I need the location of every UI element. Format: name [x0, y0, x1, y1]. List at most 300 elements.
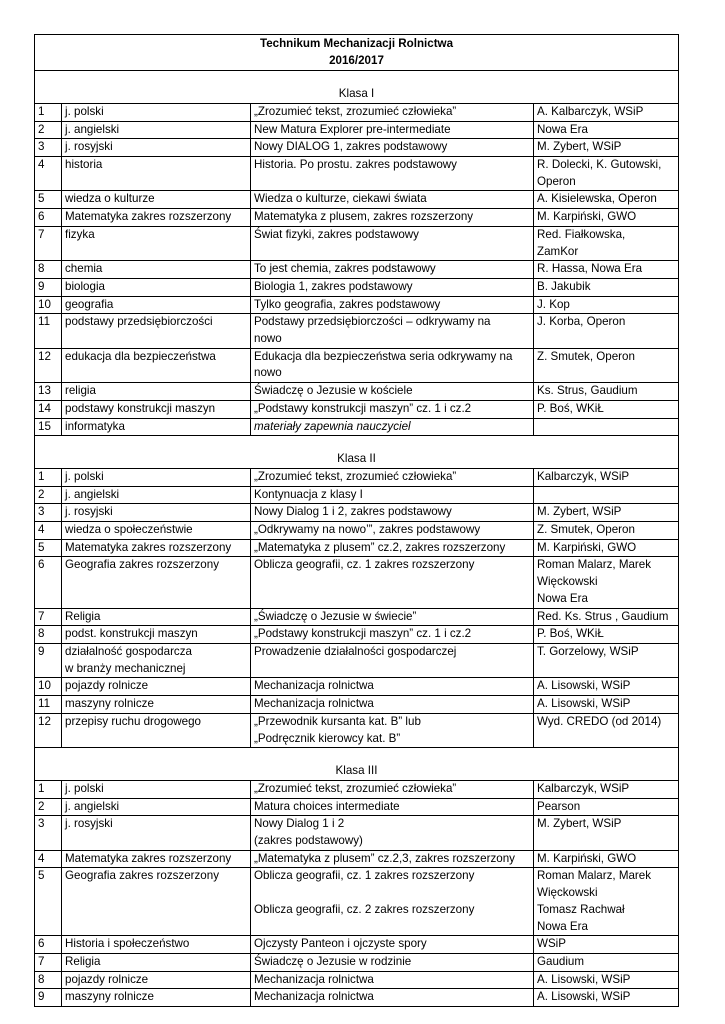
publisher-line: M. Zybert, WSiP — [537, 817, 622, 831]
author-publisher-cell — [534, 557, 679, 608]
publisher-line: A. Lisowski, WSiP — [537, 697, 631, 711]
title-line: Mechanizacja rolnictwa — [254, 990, 374, 1004]
row-number: 4 — [35, 522, 62, 540]
publisher-line: A. Lisowski, WSiP — [537, 990, 631, 1004]
author-publisher-cell — [534, 121, 679, 139]
publisher-line — [537, 419, 675, 436]
row-number: 8 — [35, 626, 62, 644]
author-publisher-cell — [534, 103, 679, 121]
title-line: Matura choices intermediate — [254, 799, 400, 813]
title-line: Podstawy przedsiębiorczości – odkrywamy na — [254, 315, 491, 329]
row-number: 3 — [35, 504, 62, 522]
textbook-title-cell — [251, 696, 534, 714]
row-number: 5 — [35, 868, 62, 936]
table-row — [35, 780, 679, 798]
subject-cell — [62, 121, 251, 139]
textbook-title-cell — [251, 383, 534, 401]
author-publisher-cell — [534, 139, 679, 157]
subject-cell — [62, 504, 251, 522]
row-number: 3 — [35, 139, 62, 157]
textbook-title-cell — [251, 539, 534, 557]
author-publisher-cell — [534, 191, 679, 209]
section-header-row — [35, 748, 679, 781]
subject-line: j. angielski — [65, 487, 120, 501]
school-name: Technikum Mechanizacji Rolnictwa — [259, 37, 454, 50]
row-number: 10 — [35, 678, 62, 696]
subject-cell — [62, 989, 251, 1007]
row-number: 12 — [35, 348, 62, 382]
title-line: Biologia 1, zakres podstawowy — [254, 279, 413, 293]
subject-line: biologia — [65, 279, 105, 293]
row-number: 7 — [35, 608, 62, 626]
title-line: Oblicza geografii, cz. 1 zakres rozszerzony — [254, 869, 475, 883]
author-publisher-cell — [534, 713, 679, 747]
row-number: 4 — [35, 157, 62, 191]
document-title — [35, 35, 679, 71]
title-line: To jest chemia, zakres podstawowy — [254, 262, 436, 276]
subject-line: j. angielski — [65, 122, 120, 136]
title-line: Nowy DIALOG 1, zakres podstawowy — [254, 140, 448, 154]
textbook-title-cell — [251, 953, 534, 971]
publisher-line: P. Boś, WKiŁ — [537, 627, 604, 641]
author-publisher-cell — [534, 383, 679, 401]
publisher-line: Nowa Era — [537, 591, 588, 605]
author-publisher-cell — [534, 348, 679, 382]
publisher-line: M. Zybert, WSiP — [537, 505, 622, 519]
subject-line: działalność gospodarcza — [65, 644, 192, 658]
title-line: „Podstawy konstrukcji maszyn” cz. 1 i cz.2 — [254, 627, 472, 641]
section-header-row — [35, 436, 679, 469]
table-row — [35, 850, 679, 868]
subject-line: j. polski — [65, 104, 104, 118]
publisher-line: Gaudium — [537, 954, 585, 968]
title-line: New Matura Explorer pre-intermediate — [254, 122, 451, 136]
row-number: 5 — [35, 539, 62, 557]
header-row — [35, 35, 679, 71]
textbook-title-cell — [251, 936, 534, 954]
author-publisher-cell — [534, 296, 679, 314]
table-row — [35, 626, 679, 644]
textbook-title-cell — [251, 191, 534, 209]
title-line: Świadczę o Jezusie w kościele — [254, 384, 413, 398]
author-publisher-cell — [534, 816, 679, 850]
textbook-title-cell — [251, 643, 534, 677]
row-number: 9 — [35, 278, 62, 296]
table-row — [35, 798, 679, 816]
subject-cell — [62, 816, 251, 850]
publisher-line: M. Karpiński, GWO — [537, 210, 637, 224]
textbook-title-cell — [251, 486, 534, 504]
row-number: 11 — [35, 696, 62, 714]
textbook-title-cell — [251, 971, 534, 989]
title-line: Świat fizyki, zakres podstawowy — [254, 227, 419, 241]
author-publisher-cell — [534, 798, 679, 816]
author-publisher-cell — [534, 314, 679, 348]
table-row — [35, 348, 679, 382]
publisher-line: A. Lisowski, WSiP — [537, 679, 631, 693]
publisher-line: J. Kop — [537, 297, 570, 311]
subject-cell — [62, 157, 251, 191]
row-number: 5 — [35, 191, 62, 209]
title-line: Świadczę o Jezusie w rodzinie — [254, 954, 412, 968]
title-line: Prowadzenie działalności gospodarczej — [254, 644, 457, 658]
publisher-line: M. Karpiński, GWO — [537, 540, 637, 554]
table-row — [35, 504, 679, 522]
author-publisher-cell — [534, 261, 679, 279]
author-publisher-cell — [534, 504, 679, 522]
table-row — [35, 261, 679, 279]
author-publisher-cell — [534, 971, 679, 989]
row-number: 13 — [35, 383, 62, 401]
subject-cell — [62, 486, 251, 504]
publisher-line: Więckowski — [537, 575, 598, 589]
row-number: 7 — [35, 953, 62, 971]
textbook-title-cell — [251, 504, 534, 522]
table-row — [35, 696, 679, 714]
subject-line: Matematyka zakres rozszerzony — [65, 210, 232, 224]
subject-cell — [62, 522, 251, 540]
subject-cell — [62, 798, 251, 816]
title-line: Mechanizacja rolnictwa — [254, 972, 374, 986]
row-number: 8 — [35, 971, 62, 989]
textbook-title-cell — [251, 678, 534, 696]
title-line: „Matematyka z plusem” cz.2, zakres rozszerzony — [254, 540, 506, 554]
table-row — [35, 557, 679, 608]
author-publisher-cell — [534, 468, 679, 486]
textbook-table — [34, 34, 679, 1007]
subject-line: wiedza o kulturze — [65, 192, 155, 206]
textbook-title-cell — [251, 278, 534, 296]
section-title-cell — [35, 71, 679, 104]
author-publisher-cell — [534, 278, 679, 296]
row-number: 14 — [35, 400, 62, 418]
textbook-title-cell — [251, 798, 534, 816]
table-row — [35, 226, 679, 260]
title-line: „Odkrywamy na nowo’”, zakres podstawowy — [254, 523, 481, 537]
publisher-line: P. Boś, WKiŁ — [537, 401, 604, 415]
subject-cell — [62, 626, 251, 644]
publisher-line: T. Gorzelowy, WSiP — [537, 644, 639, 658]
section-title: Klasa I — [338, 87, 375, 101]
subject-line: j. rosyjski — [65, 140, 113, 154]
author-publisher-cell — [534, 226, 679, 260]
table-row — [35, 400, 679, 418]
textbook-title-cell — [251, 418, 534, 436]
subject-cell — [62, 296, 251, 314]
subject-cell — [62, 713, 251, 747]
table-row — [35, 678, 679, 696]
title-line: Mechanizacja rolnictwa — [254, 697, 374, 711]
subject-line: Geografia zakres rozszerzony — [65, 558, 220, 572]
table-row — [35, 468, 679, 486]
title-line: Oblicza geografii, cz. 2 zakres rozszerzony — [254, 902, 475, 916]
author-publisher-cell — [534, 539, 679, 557]
textbook-title-cell — [251, 608, 534, 626]
row-number: 8 — [35, 261, 62, 279]
title-line: Nowy Dialog 1 i 2, zakres podstawowy — [254, 505, 452, 519]
title-line: Wiedza o kulturze, ciekawi świata — [254, 192, 427, 206]
table-row — [35, 296, 679, 314]
publisher-line: Roman Malarz, Marek — [537, 869, 652, 883]
subject-line: podst. konstrukcji maszyn — [65, 627, 198, 641]
table-row — [35, 278, 679, 296]
table-row — [35, 643, 679, 677]
publisher-line: A. Lisowski, WSiP — [537, 972, 631, 986]
section-spacer — [38, 71, 675, 86]
subject-line: maszyny rolnicze — [65, 990, 154, 1004]
title-line: Oblicza geografii, cz. 1 zakres rozszerzony — [254, 558, 475, 572]
author-publisher-cell — [534, 643, 679, 677]
author-publisher-cell — [534, 953, 679, 971]
publisher-line: R. Dolecki, K. Gutowski, — [537, 158, 662, 171]
section-title-cell — [35, 436, 679, 469]
textbook-title-cell — [251, 780, 534, 798]
title-line: „Zrozumieć tekst, zrozumieć człowieka” — [254, 104, 457, 118]
title-line: Matematyka z plusem, zakres rozszerzony — [254, 210, 474, 224]
section-title-cell — [35, 748, 679, 781]
subject-cell — [62, 348, 251, 382]
subject-line: Matematyka zakres rozszerzony — [65, 851, 232, 865]
row-number: 10 — [35, 296, 62, 314]
author-publisher-cell — [534, 626, 679, 644]
textbook-title-cell — [251, 296, 534, 314]
title-line: (zakres podstawowy) — [254, 834, 363, 848]
row-number: 6 — [35, 936, 62, 954]
subject-cell — [62, 780, 251, 798]
publisher-line: WSiP — [537, 937, 566, 951]
subject-cell — [62, 418, 251, 436]
title-line: „Przewodnik kursanta kat. B” lub — [254, 714, 421, 728]
table-row — [35, 936, 679, 954]
textbook-title-cell — [251, 850, 534, 868]
publisher-line: Tomasz Rachwał — [537, 902, 625, 916]
row-number: 1 — [35, 103, 62, 121]
textbook-list-document — [34, 34, 678, 1007]
subject-cell — [62, 936, 251, 954]
title-line: „Zrozumieć tekst, zrozumieć człowieka” — [254, 469, 457, 483]
table-row — [35, 383, 679, 401]
author-publisher-cell — [534, 936, 679, 954]
publisher-line — [537, 487, 675, 504]
table-row — [35, 816, 679, 850]
row-number: 9 — [35, 989, 62, 1007]
row-number: 6 — [35, 209, 62, 227]
table-row — [35, 121, 679, 139]
subject-cell — [62, 261, 251, 279]
title-line: Kontynuacja z klasy I — [254, 487, 363, 501]
subject-cell — [62, 103, 251, 121]
textbook-title-cell — [251, 209, 534, 227]
row-number: 3 — [35, 816, 62, 850]
row-number: 7 — [35, 226, 62, 260]
row-number: 6 — [35, 557, 62, 608]
subject-cell — [62, 678, 251, 696]
author-publisher-cell — [534, 418, 679, 436]
table-row — [35, 713, 679, 747]
publisher-line: Red. Fiałkowska, — [537, 227, 626, 241]
row-number: 15 — [35, 418, 62, 436]
subject-line: informatyka — [65, 419, 125, 433]
author-publisher-cell — [534, 780, 679, 798]
subject-line: chemia — [65, 262, 103, 276]
textbook-title-cell — [251, 989, 534, 1007]
author-publisher-cell — [534, 696, 679, 714]
author-publisher-cell — [534, 989, 679, 1007]
row-number: 9 — [35, 643, 62, 677]
textbook-title-cell — [251, 816, 534, 850]
table-row — [35, 157, 679, 191]
title-line: nowo — [254, 366, 282, 380]
school-year: 2016/2017 — [329, 53, 384, 67]
publisher-line: A. Kisielewska, Operon — [537, 192, 657, 206]
row-number: 12 — [35, 713, 62, 747]
table-row — [35, 522, 679, 540]
author-publisher-cell — [534, 678, 679, 696]
textbook-title-cell — [251, 468, 534, 486]
row-number: 11 — [35, 314, 62, 348]
title-line — [254, 419, 530, 436]
author-publisher-cell — [534, 157, 679, 191]
subject-line: Geografia zakres rozszerzony — [65, 869, 220, 883]
row-number: 2 — [35, 486, 62, 504]
row-number: 1 — [35, 780, 62, 798]
section-title: Klasa II — [337, 452, 376, 466]
table-row — [35, 971, 679, 989]
author-publisher-cell — [534, 522, 679, 540]
subject-cell — [62, 539, 251, 557]
title-line: Historia. Po prostu. zakres podstawowy — [254, 158, 457, 171]
section-title: Klasa III — [335, 764, 378, 778]
textbook-title-cell — [251, 121, 534, 139]
textbook-title-cell — [251, 348, 534, 382]
title-line: „Podręcznik kierowcy kat. B” — [254, 731, 401, 745]
author-publisher-cell — [534, 486, 679, 504]
subject-line: Religia — [65, 954, 101, 968]
publisher-line: Kalbarczyk, WSiP — [537, 781, 630, 795]
publisher-line: B. Jakubik — [537, 279, 591, 293]
subject-line: podstawy przedsiębiorczości — [65, 315, 213, 329]
subject-line: w branży mechanicznej — [65, 661, 186, 675]
publisher-line: A. Kalbarczyk, WSiP — [537, 104, 644, 118]
textbook-title-cell — [251, 314, 534, 348]
publisher-line: M. Zybert, WSiP — [537, 140, 622, 154]
textbook-title-cell — [251, 261, 534, 279]
textbook-title-cell — [251, 713, 534, 747]
subject-line: Religia — [65, 609, 101, 623]
subject-line: religia — [65, 384, 96, 398]
table-row — [35, 539, 679, 557]
table-row — [35, 191, 679, 209]
subject-line: Matematyka zakres rozszerzony — [65, 540, 232, 554]
subject-line: j. angielski — [65, 799, 120, 813]
subject-line: fizyka — [65, 227, 95, 241]
publisher-line: M. Karpiński, GWO — [537, 851, 637, 865]
subject-line: pojazdy rolnicze — [65, 679, 149, 693]
author-publisher-cell — [534, 400, 679, 418]
subject-cell — [62, 850, 251, 868]
subject-line: j. rosyjski — [65, 505, 113, 519]
author-publisher-cell — [534, 868, 679, 936]
title-line: Tylko geografia, zakres podstawowy — [254, 297, 441, 311]
subject-cell — [62, 557, 251, 608]
publisher-line: Pearson — [537, 799, 581, 813]
title-line: Ojczysty Panteon i ojczyste spory — [254, 937, 427, 951]
table-row — [35, 486, 679, 504]
section-header-row — [35, 71, 679, 104]
publisher-line: Z. Smutek, Operon — [537, 523, 635, 537]
subject-line: podstawy konstrukcji maszyn — [65, 401, 216, 415]
textbook-title-cell — [251, 522, 534, 540]
title-line — [254, 885, 530, 902]
subject-line: historia — [65, 158, 103, 171]
row-number: 4 — [35, 850, 62, 868]
title-line: „Podstawy konstrukcji maszyn” cz. 1 i cz.2 — [254, 401, 472, 415]
table-row — [35, 418, 679, 436]
publisher-line: Operon — [537, 174, 576, 188]
textbook-title-cell — [251, 139, 534, 157]
subject-cell — [62, 139, 251, 157]
subject-cell — [62, 953, 251, 971]
subject-line: j. rosyjski — [65, 817, 113, 831]
publisher-line: ZamKor — [537, 244, 579, 258]
subject-line: j. polski — [65, 469, 104, 483]
publisher-line: Więckowski — [537, 886, 598, 900]
table-row — [35, 314, 679, 348]
subject-cell — [62, 643, 251, 677]
row-number: 2 — [35, 121, 62, 139]
textbook-title-cell — [251, 103, 534, 121]
textbook-title-cell — [251, 868, 534, 936]
textbook-title-cell — [251, 557, 534, 608]
publisher-line: Nowa Era — [537, 122, 588, 136]
publisher-line: Z. Smutek, Operon — [537, 349, 635, 363]
subject-line: Historia i społeczeństwo — [65, 937, 190, 951]
table-row — [35, 989, 679, 1007]
author-publisher-cell — [534, 850, 679, 868]
section-spacer — [38, 748, 675, 763]
textbook-title-cell — [251, 226, 534, 260]
publisher-line: Red. Ks. Strus , Gaudium — [537, 609, 669, 623]
section-spacer — [38, 436, 675, 451]
title-line: Mechanizacja rolnictwa — [254, 679, 374, 693]
subject-cell — [62, 696, 251, 714]
title-line: nowo — [254, 332, 282, 346]
title-line: „Zrozumieć tekst, zrozumieć człowieka” — [254, 781, 457, 795]
publisher-line: Kalbarczyk, WSiP — [537, 469, 630, 483]
subject-cell — [62, 608, 251, 626]
subject-line: wiedza o społeczeństwie — [65, 523, 193, 537]
subject-cell — [62, 383, 251, 401]
subject-cell — [62, 191, 251, 209]
subject-line: maszyny rolnicze — [65, 697, 154, 711]
subject-line: pojazdy rolnicze — [65, 972, 149, 986]
subject-cell — [62, 868, 251, 936]
table-row — [35, 139, 679, 157]
italic-note: materiały zapewnia nauczyciel — [254, 419, 411, 433]
subject-line: przepisy ruchu drogowego — [65, 714, 201, 728]
table-row — [35, 953, 679, 971]
title-line: „Świadczę o Jezusie w świecie” — [254, 609, 417, 623]
publisher-line: Wyd. CREDO (od 2014) — [537, 714, 662, 728]
title-line: „Matematyka z plusem” cz.2,3, zakres rozszerzony — [254, 851, 515, 865]
publisher-line: Nowa Era — [537, 919, 588, 933]
subject-cell — [62, 400, 251, 418]
title-line: Nowy Dialog 1 i 2 — [254, 817, 345, 831]
subject-cell — [62, 209, 251, 227]
subject-cell — [62, 226, 251, 260]
table-row — [35, 868, 679, 936]
subject-cell — [62, 971, 251, 989]
